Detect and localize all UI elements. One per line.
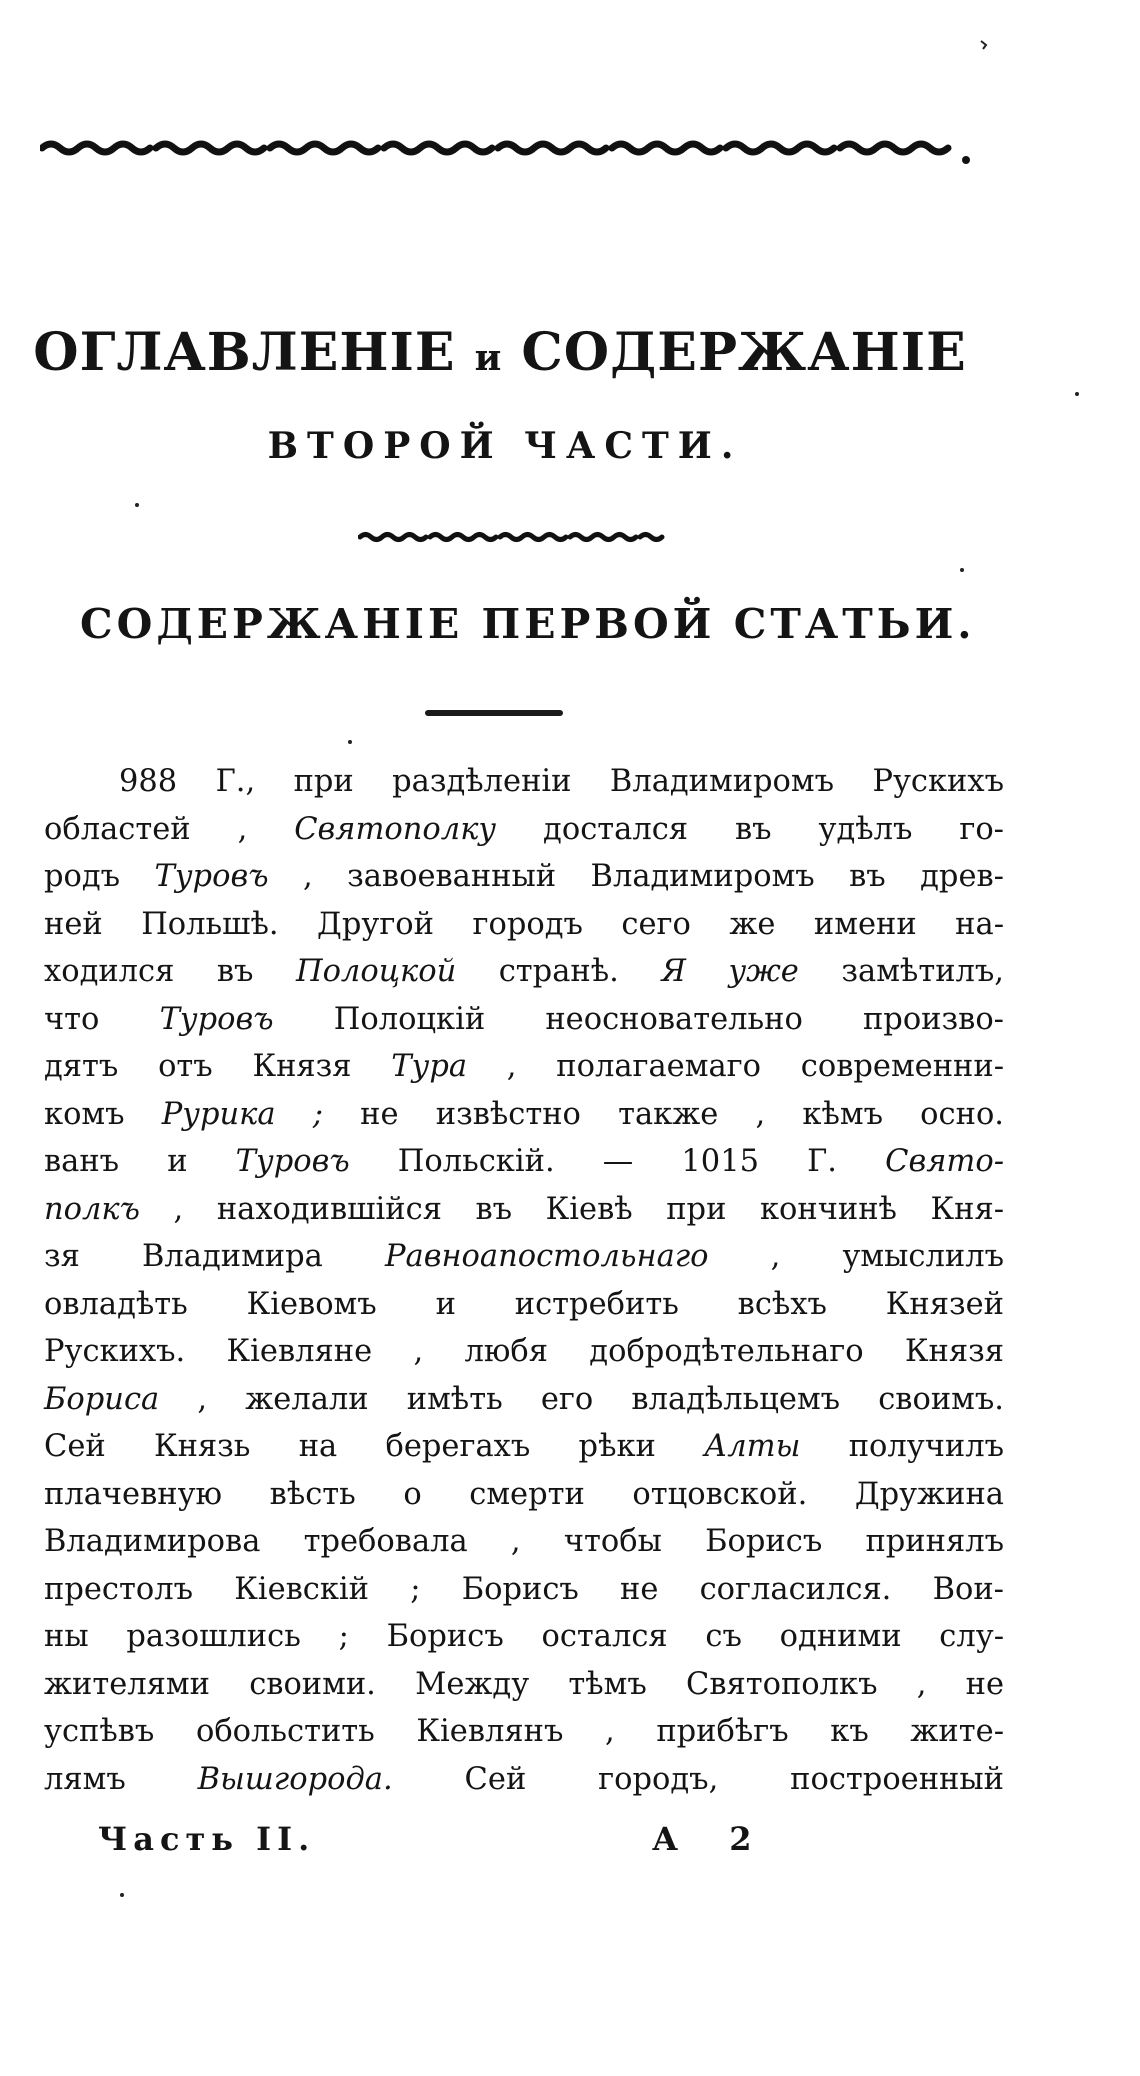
- text-run: успѣвъ обольстить Кіевлянъ , прибѣгъ къ жите-: [44, 1714, 1004, 1749]
- text-run: овладѣть Кіевомъ и истребить всѣхъ Князей: [44, 1286, 1004, 1322]
- wavy-ornament-middle: [358, 526, 668, 548]
- italic-text: Туровъ: [235, 1144, 350, 1179]
- text-line: [44, 1043, 1004, 1091]
- text-run: не извѣстно также , кѣмъ осно.: [323, 1096, 1004, 1132]
- subtitle: ВТОРОЙ ЧАСТИ.: [267, 425, 743, 467]
- text-line: [44, 1756, 1004, 1804]
- text-line: [44, 1138, 1004, 1186]
- text-line: [44, 806, 1004, 854]
- speck: [348, 740, 352, 744]
- text-run: , полагаемаго современни-: [467, 1049, 1005, 1084]
- text-line: [44, 1186, 1004, 1234]
- text-run: лямъ: [44, 1761, 198, 1797]
- text-run: плачевную вѣсть о смерти отцовской. Дружина: [44, 1476, 1004, 1512]
- text-run: жителями своими. Между тѣмъ Святополкъ , не: [44, 1666, 1004, 1702]
- text-line: [44, 1708, 1004, 1756]
- text-run: 988 Г., при раздѣленіи Владимиромъ Рускихъ: [119, 764, 1004, 799]
- italic-text: Свято-: [885, 1144, 1004, 1179]
- text-run: , желали имѣть его владѣльцемъ своимъ.: [159, 1381, 1004, 1417]
- italic-text: Вышгорода.: [197, 1761, 393, 1797]
- text-line: [44, 1518, 1004, 1566]
- text-run: , умыслилъ: [708, 1239, 1004, 1274]
- italic-text: Полоцкой: [295, 954, 457, 989]
- text-run: Польскій. — 1015 Г.: [349, 1144, 886, 1179]
- speck: [960, 568, 964, 572]
- footer-signature: А 2: [652, 1820, 772, 1858]
- text-run: дятъ отъ Князя: [44, 1049, 392, 1084]
- text-run: ванъ и: [44, 1144, 236, 1179]
- text-run: , находившійся въ Кіевѣ при кончинѣ Кня-: [139, 1191, 1004, 1227]
- text-run: Сей городъ, построенный: [392, 1761, 1004, 1797]
- title-join: и: [474, 337, 503, 379]
- text-run: ходился въ: [44, 954, 296, 989]
- speck: [120, 1893, 124, 1897]
- italic-text: полкъ: [44, 1191, 140, 1227]
- text-line: [44, 1091, 1004, 1139]
- italic-text: Бориса: [44, 1381, 160, 1417]
- text-line: [44, 1376, 1004, 1424]
- text-line: [44, 1566, 1004, 1614]
- title-second: СОДЕРЖАНІЕ: [521, 322, 967, 383]
- body-text: [44, 758, 1004, 1803]
- text-run: Полоцкій неосновательно произво-: [273, 1001, 1004, 1037]
- speck: [135, 503, 139, 507]
- italic-text: Святополку: [294, 811, 497, 847]
- text-run: Сей Князь на берегахъ рѣки: [44, 1429, 705, 1464]
- corner-mark: [980, 40, 988, 50]
- text-run: комъ: [44, 1096, 162, 1132]
- text-line: [44, 1661, 1004, 1709]
- text-run: родъ: [44, 859, 155, 894]
- text-run: ны разошлись ; Борисъ остался съ одними слу-: [44, 1619, 1004, 1654]
- section-title: СОДЕРЖАНІЕ ПЕРВОЙ СТАТЬИ.: [80, 600, 976, 648]
- text-line: [44, 1471, 1004, 1519]
- text-run: престолъ Кіевскій ; Борисъ не согласился. Вои-: [44, 1571, 1004, 1607]
- italic-text: Равноапостольнаго: [384, 1239, 709, 1274]
- italic-text: Туровъ: [154, 859, 269, 894]
- italic-text: Туровъ: [159, 1001, 274, 1037]
- text-line: [44, 1423, 1004, 1471]
- text-run: что: [44, 1001, 160, 1037]
- title-main: ОГЛАВЛЕНІЕ: [33, 322, 456, 383]
- text-run: областей ,: [44, 811, 295, 847]
- divider-rule: [425, 710, 563, 716]
- page-footer: [0, 1820, 1140, 1870]
- italic-text: Рурика ;: [161, 1096, 323, 1132]
- text-line: [44, 1328, 1004, 1376]
- text-line: [44, 1233, 1004, 1281]
- text-run: , завоеванный Владимиромъ въ древ-: [268, 859, 1004, 894]
- text-run: замѣтилъ,: [798, 954, 1004, 989]
- wavy-ornament-top: [40, 130, 970, 166]
- text-line: [44, 901, 1004, 949]
- text-line: [44, 758, 1004, 806]
- italic-text: Тура: [391, 1049, 468, 1084]
- text-run: ней Польшѣ. Другой городъ сего же имени на-: [44, 906, 1004, 942]
- text-line: [44, 853, 1004, 901]
- italic-text: Я уже: [661, 954, 799, 989]
- text-line: [44, 948, 1004, 996]
- italic-text: Алты: [704, 1429, 801, 1464]
- page-title: [0, 322, 1070, 383]
- speck: [1075, 392, 1079, 396]
- text-run: зя Владимира: [44, 1239, 385, 1274]
- text-run: достался въ удѣлъ го-: [496, 811, 1004, 847]
- text-line: [44, 1281, 1004, 1329]
- footer-part-label: Часть II.: [98, 1820, 316, 1858]
- text-run: Владимирова требовала , чтобы Борисъ принялъ: [44, 1524, 1004, 1559]
- text-run: странѣ.: [456, 954, 662, 989]
- text-run: получилъ: [800, 1429, 1004, 1464]
- text-line: [44, 1613, 1004, 1661]
- text-line: [44, 996, 1004, 1044]
- text-run: Рускихъ. Кіевляне , любя добродѣтельнаго Князя: [44, 1334, 1004, 1369]
